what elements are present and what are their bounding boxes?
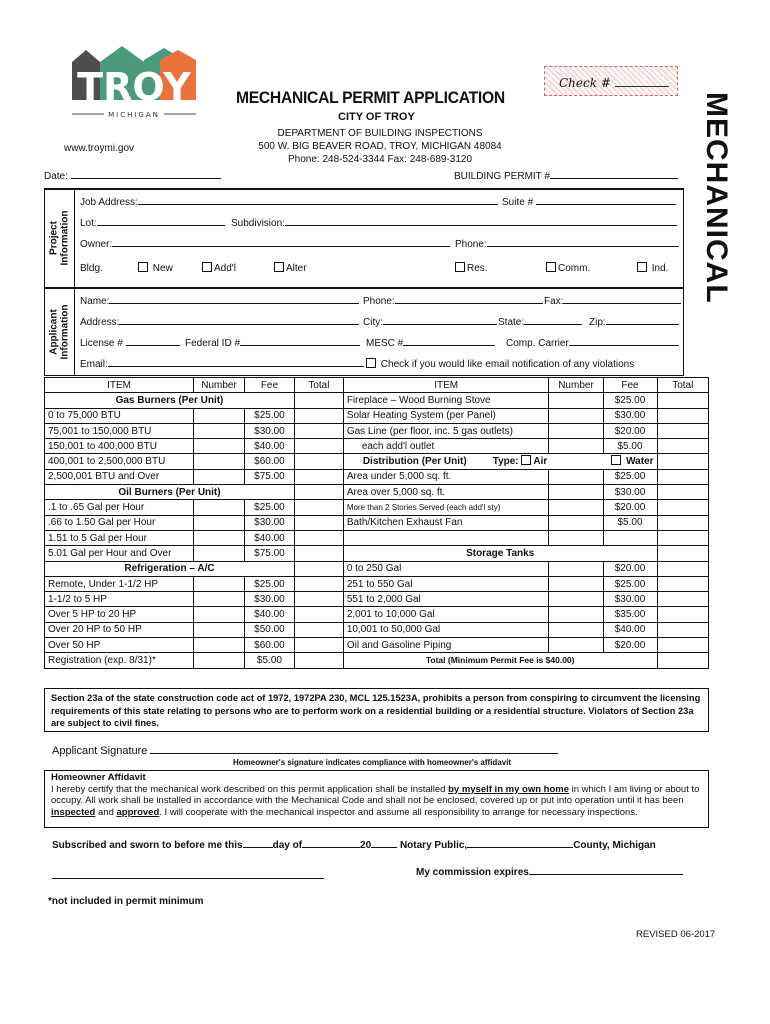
column-header: Fee [244,378,294,393]
fee-item: 0 to 250 Gal [343,561,549,576]
fee-item: Area under 5,000 sq. ft. [343,469,549,484]
zip-field[interactable]: Zip: [589,317,679,328]
fee-item: Over 20 HP to 50 HP [45,622,194,637]
fee-item: Oil and Gasoline Piping [343,638,549,653]
total-cell[interactable] [294,561,343,576]
commission-expires-field[interactable]: My commission expires [416,867,683,878]
fee-amount: $40.00 [603,622,657,637]
total-cell[interactable] [294,393,343,408]
job-address-field[interactable]: Job Address: [80,197,498,208]
total-cell[interactable] [657,576,708,591]
fee-item [343,530,549,545]
number-cell[interactable] [549,515,603,530]
fee-row [45,653,709,668]
fee-item: each add'l outlet [343,439,549,454]
number-cell[interactable] [194,607,245,622]
project-side-label: Project Information [48,210,70,266]
total-cell[interactable] [657,607,708,622]
side-title: MECHANICAL [700,92,733,304]
fee-item: 251 to 550 Gal [343,576,549,591]
applicant-side-label: Applicant Information [48,304,70,360]
city-field[interactable]: City: [363,317,497,328]
column-header: ITEM [45,378,194,393]
total-cell[interactable] [657,393,708,408]
fee-row [45,500,709,515]
fee-row [45,561,709,576]
fee-item: Fireplace – Wood Burning Stove [343,393,549,408]
name-field[interactable]: Name: [80,296,359,307]
fee-amount: $20.00 [603,500,657,515]
total-cell[interactable] [657,408,708,423]
column-header: ITEM [343,378,549,393]
total-cell[interactable] [657,439,708,454]
air-checkbox[interactable] [521,455,531,465]
fee-amount: $25.00 [603,393,657,408]
date-field[interactable]: Date: [44,171,221,182]
owner-field[interactable]: Owner: [80,239,450,250]
fee-item: Solar Heating System (per Panel) [343,408,549,423]
number-cell[interactable] [549,561,603,576]
total-cell[interactable] [657,454,708,469]
form-title: MECHANICAL PERMIT APPLICATION [236,88,505,107]
carrier-field[interactable]: Comp. Carrier [506,338,679,349]
total-cell[interactable] [294,607,343,622]
bldg-label: Bldg. [80,263,103,274]
total-cell[interactable] [294,546,343,561]
number-cell[interactable] [549,469,603,484]
fee-row [45,454,709,469]
total-cell[interactable] [294,439,343,454]
fee-row [45,439,709,454]
number-cell[interactable] [549,638,603,653]
fee-amount: $75.00 [244,469,294,484]
fee-amount: $25.00 [603,469,657,484]
number-cell[interactable] [194,408,245,423]
total-cell[interactable] [657,469,708,484]
license-field[interactable]: License # [80,338,180,349]
fee-item: 5.01 Gal per Hour and Over [45,546,194,561]
fee-amount: $35.00 [603,607,657,622]
fee-amount: $20.00 [603,638,657,653]
fee-row [45,546,709,561]
total-cell[interactable] [294,500,343,515]
column-header: Number [194,378,245,393]
check-label: Check # [559,76,611,90]
total-cell[interactable] [657,530,708,545]
fee-row [45,576,709,591]
fee-category-heading: Refrigeration – A/C [45,561,295,576]
address-field[interactable]: Address: [80,317,359,328]
dept-phone: Phone: 248-524-3344 Fax: 248-689-3120 [287,154,473,165]
number-cell[interactable] [194,515,245,530]
number-cell[interactable] [194,439,245,454]
building-permit-field[interactable]: BUILDING PERMIT # [454,171,678,182]
fee-row [45,622,709,637]
fee-amount: $20.00 [603,561,657,576]
fee-row [45,393,709,408]
email-field[interactable]: Email: [80,359,364,370]
fee-table-header [45,378,709,393]
total-cell[interactable] [657,485,708,500]
fee-amount: $25.00 [603,576,657,591]
fee-amount: $30.00 [603,485,657,500]
fee-row [45,592,709,607]
total-cell[interactable] [294,423,343,438]
owner-phone-field[interactable]: Phone: [455,239,679,250]
fee-item: 1.51 to 5 Gal per Hour [45,530,194,545]
number-cell[interactable] [549,622,603,637]
fee-table [44,377,709,669]
mesc-field[interactable]: MESC # [366,338,495,349]
number-cell[interactable] [194,576,245,591]
fee-amount: $25.00 [244,576,294,591]
fee-amount: $25.00 [244,500,294,515]
number-cell[interactable] [549,423,603,438]
number-cell[interactable] [549,439,603,454]
applicant-phone-field[interactable]: Phone: [363,296,543,307]
fee-amount [603,530,657,545]
number-cell[interactable] [194,423,245,438]
fee-item: .66 to 1.50 Gal per Hour [45,515,194,530]
fee-row [45,485,709,500]
fee-item: More than 2 Stories Served (each add'l sty) [343,500,549,515]
total-cell[interactable] [294,653,343,668]
number-cell[interactable] [194,622,245,637]
total-cell[interactable] [657,423,708,438]
res-checkbox[interactable]: Res. [455,262,488,274]
fee-row [45,408,709,423]
fee-amount: $60.00 [244,454,294,469]
signature-note: Homeowner's signature indicates compliance with homeowner's affidavit [233,758,512,767]
fee-item: 400,001 to 2,500,000 BTU [45,454,194,469]
number-cell[interactable] [549,500,603,515]
total-cell[interactable] [657,592,708,607]
fee-amount: $30.00 [244,592,294,607]
fee-amount: $40.00 [244,530,294,545]
fee-amount: $5.00 [603,439,657,454]
federal-id-field[interactable]: Federal ID # [185,338,360,349]
fee-row [45,638,709,653]
number-cell[interactable] [549,576,603,591]
alter-checkbox[interactable]: Alter [274,262,307,274]
total-cell[interactable] [294,485,343,500]
total-cell[interactable] [657,546,708,561]
state-field[interactable]: State: [498,317,582,328]
column-header: Total [657,378,708,393]
affidavit-title: Homeowner Affidavit [51,772,146,783]
number-cell[interactable] [194,469,245,484]
homeowner-affidavit [44,770,709,828]
fee-amount: $30.00 [603,592,657,607]
ind-checkbox[interactable]: Ind. [637,262,668,274]
total-cell[interactable] [294,530,343,545]
fee-item: 551 to 2,000 Gal [343,592,549,607]
fee-item: Gas Line (per floor, inc. 5 gas outlets) [343,423,549,438]
total-cell[interactable] [657,622,708,637]
fee-category-heading: Oil Burners (Per Unit) [45,485,295,500]
fee-item: 0 to 75,000 BTU [45,408,194,423]
troy-logo [64,46,200,124]
number-cell[interactable] [194,592,245,607]
footnote: *not included in permit minimum [48,896,204,907]
total-cell[interactable] [294,408,343,423]
fee-row [45,423,709,438]
fee-amount: $5.00 [603,515,657,530]
lot-field[interactable]: Lot: [80,218,225,229]
fax-field[interactable]: Fax: [544,296,681,307]
total-cell[interactable] [657,500,708,515]
email-notify-checkbox[interactable]: Check if you would like email notification of any violations [366,358,634,370]
column-header: Fee [603,378,657,393]
fee-item: Over 50 HP [45,638,194,653]
fee-category-heading: Storage Tanks [343,546,657,561]
subdivision-field[interactable]: Subdivision: [231,218,677,229]
total-cell[interactable] [294,576,343,591]
number-cell[interactable] [194,454,245,469]
addl-checkbox[interactable]: Add'l [202,262,236,274]
fee-item: 2,500,001 BTU and Over [45,469,194,484]
fee-row [45,530,709,545]
fee-item: 75,001 to 150,000 BTU [45,423,194,438]
column-header: Number [549,378,603,393]
fee-amount: $75.00 [244,546,294,561]
fee-row [45,515,709,530]
number-cell[interactable] [194,653,245,668]
comm-checkbox[interactable]: Comm. [546,262,590,274]
total-cell[interactable] [657,638,708,653]
number-cell[interactable] [549,592,603,607]
website-link[interactable]: www.troymi.gov [64,143,135,154]
number-cell[interactable] [549,408,603,423]
water-checkbox[interactable] [611,455,621,465]
logo-word: TROY [77,65,191,109]
total-cell[interactable] [294,622,343,637]
fee-item: Area over 5,000 sq. ft. [343,485,549,500]
fee-amount: $20.00 [603,423,657,438]
total-cell[interactable] [294,515,343,530]
number-cell[interactable] [194,530,245,545]
fee-item: Bath/Kitchen Exhaust Fan [343,515,549,530]
fee-amount: $25.00 [244,408,294,423]
fee-amount: $5.00 [244,653,294,668]
total-cell[interactable] [294,469,343,484]
fee-item: 150,001 to 400,000 BTU [45,439,194,454]
notary-line[interactable]: Subscribed and sworn to before me this day of 20 Notary Public, County, Michigan [52,840,656,851]
logo-sub: MICHIGAN [108,111,160,119]
fee-amount: $30.00 [603,408,657,423]
total-label: Total (Minimum Permit Fee is $40.00) [343,653,657,668]
total-cell[interactable] [657,561,708,576]
fee-amount: $40.00 [244,607,294,622]
fee-amount: $60.00 [244,638,294,653]
notary-signature-line[interactable] [52,878,324,879]
number-cell[interactable] [549,607,603,622]
fee-amount: $40.00 [244,439,294,454]
dept-address: 500 W. BIG BEAVER ROAD, TROY, MICHIGAN 48084 [258,141,502,152]
new-checkbox[interactable]: New [138,262,173,274]
dept-block [230,127,530,166]
revised-date: REVISED 06-2017 [636,929,716,940]
number-cell[interactable] [194,500,245,515]
column-header: Total [294,378,343,393]
fee-amount: $50.00 [244,622,294,637]
total-cell[interactable] [294,592,343,607]
number-cell[interactable] [194,546,245,561]
fee-item: Over 5 HP to 20 HP [45,607,194,622]
number-cell[interactable] [194,638,245,653]
fee-item: Remote, Under 1-1/2 HP [45,576,194,591]
city-name: CITY OF TROY [338,111,415,123]
section-23a-notice: Section 23a of the state construction code act of 1972, 1972PA 230, MCL 125.1523A, prohibits a person from conspiring to circumvent the licensing requirements of this state relating to persons who are to perform work on a residential building or a residential structure. Violators of Section 23a are subject to civil fines. [44,688,709,732]
number-cell[interactable] [549,393,603,408]
total-cell[interactable] [294,638,343,653]
total-cell[interactable] [657,515,708,530]
grand-total-cell[interactable] [657,653,708,668]
fee-amount: $30.00 [244,515,294,530]
total-cell[interactable] [294,454,343,469]
fee-category-heading: Gas Burners (Per Unit) [45,393,295,408]
fee-row [45,469,709,484]
fee-item: Registration (exp. 8/31)* [45,653,194,668]
applicant-signature-field[interactable]: Applicant Signature [52,745,558,757]
number-cell[interactable] [549,530,603,545]
suite-field[interactable]: Suite # [502,197,676,208]
fee-item: 2,001 to 10,000 Gal [343,607,549,622]
distribution-heading: Distribution (Per Unit) Type: Air Water [343,454,657,469]
check-number-box[interactable] [544,66,678,96]
fee-item: 10,001 to 50,000 Gal [343,622,549,637]
number-cell[interactable] [549,485,603,500]
affidavit-text: I hereby certify that the mechanical work described on this permit application shall be installed by myself in my own home in which I am living or about to occupy. All work shall be installed in accordance with the Mechanical Code and shall not be enclosed, covered up or put into operation until it has been inspected and approved. I will cooperate with the mechanical inspector and assume all responsibility to arrange for necessary inspections. [51,783,700,818]
fee-item: .1 to .65 Gal per Hour [45,500,194,515]
fee-amount: $30.00 [244,423,294,438]
fee-row [45,607,709,622]
dept-name: DEPARTMENT OF BUILDING INSPECTIONS [277,128,483,139]
fee-item: 1-1/2 to 5 HP [45,592,194,607]
